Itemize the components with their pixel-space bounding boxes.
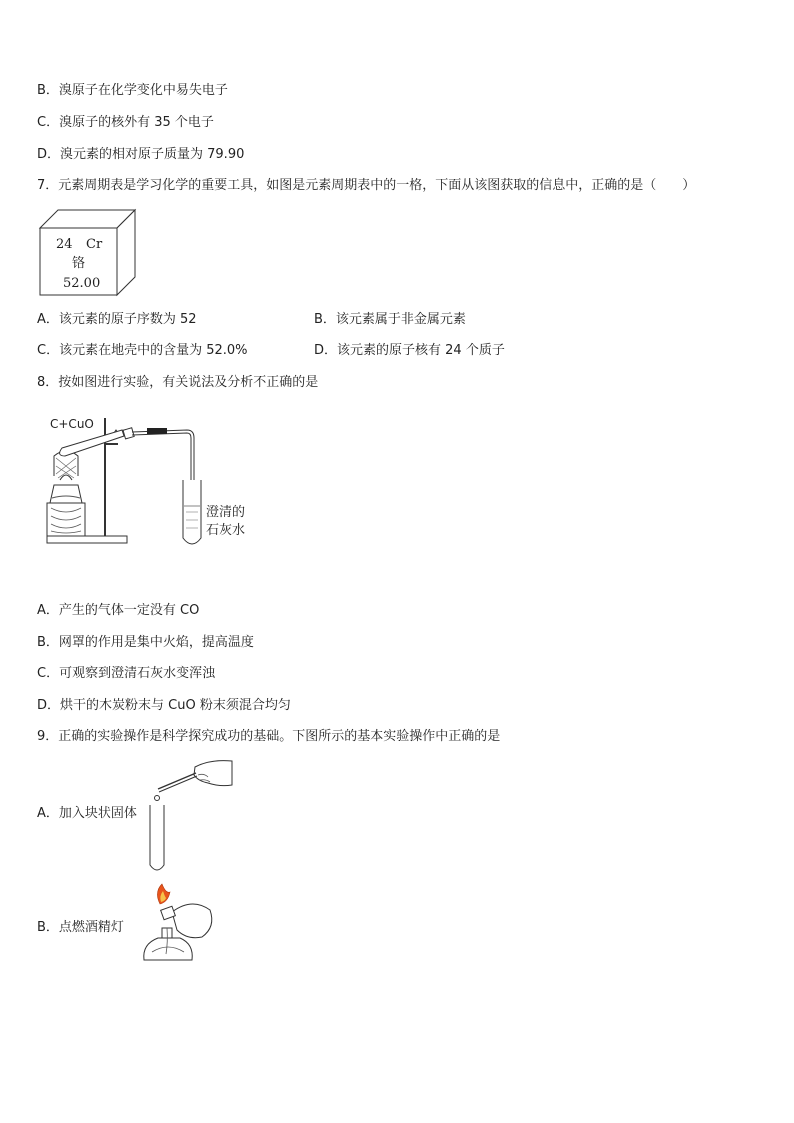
q7-stem: 7．元素周期表是学习化学的重要工具，如图是元素周期表中的一格，下面从该图获取的信息中，正确的是（ ） (37, 178, 696, 193)
q8-option-a: A．产生的气体一定没有 CO (37, 603, 200, 618)
cell-element-name: 铬 (72, 256, 86, 271)
light-alcohol-lamp-figure (132, 882, 222, 972)
q7-option-d: D．该元素的原子核有 24 个质子 (314, 343, 505, 358)
q6-option-c: C．溴原子的核外有 35 个电子 (37, 115, 214, 130)
limewater-label-1: 澄清的 (206, 505, 246, 520)
limewater-label-2: 石灰水 (206, 523, 246, 538)
q7-option-a: A．该元素的原子序数为 52 (37, 312, 197, 327)
carbon-reduction-apparatus (42, 408, 262, 558)
cell-symbol: Cr (86, 237, 103, 252)
q9-option-b: B．点燃酒精灯 (37, 920, 124, 935)
reactant-label: C+CuO (50, 417, 94, 431)
q6-option-d: D．溴元素的相对原子质量为 79.90 (37, 147, 245, 162)
q8-option-c: C．可观察到澄清石灰水变浑浊 (37, 666, 216, 681)
cell-atomic-mass: 52.00 (63, 276, 101, 291)
q6-option-b: B．溴原子在化学变化中易失电子 (37, 83, 228, 98)
q9-option-a: A．加入块状固体 (37, 806, 137, 821)
q7-option-b: B．该元素属于非金属元素 (314, 312, 466, 327)
cell-atomic-number: 24 (56, 237, 73, 252)
q7-option-c: C．该元素在地壳中的含量为 52.0% (37, 343, 248, 358)
add-solid-figure (140, 755, 240, 875)
q8-stem: 8．按如图进行实验，有关说法及分析不正确的是 (37, 375, 319, 390)
q8-option-d: D．烘干的木炭粉末与 CuO 粉末须混合均匀 (37, 698, 291, 713)
q8-option-b: B．网罩的作用是集中火焰，提高温度 (37, 635, 254, 650)
q9-stem: 9．正确的实验操作是科学探究成功的基础。下图所示的基本实验操作中正确的是 (37, 729, 501, 744)
periodic-cell-figure (38, 207, 138, 299)
